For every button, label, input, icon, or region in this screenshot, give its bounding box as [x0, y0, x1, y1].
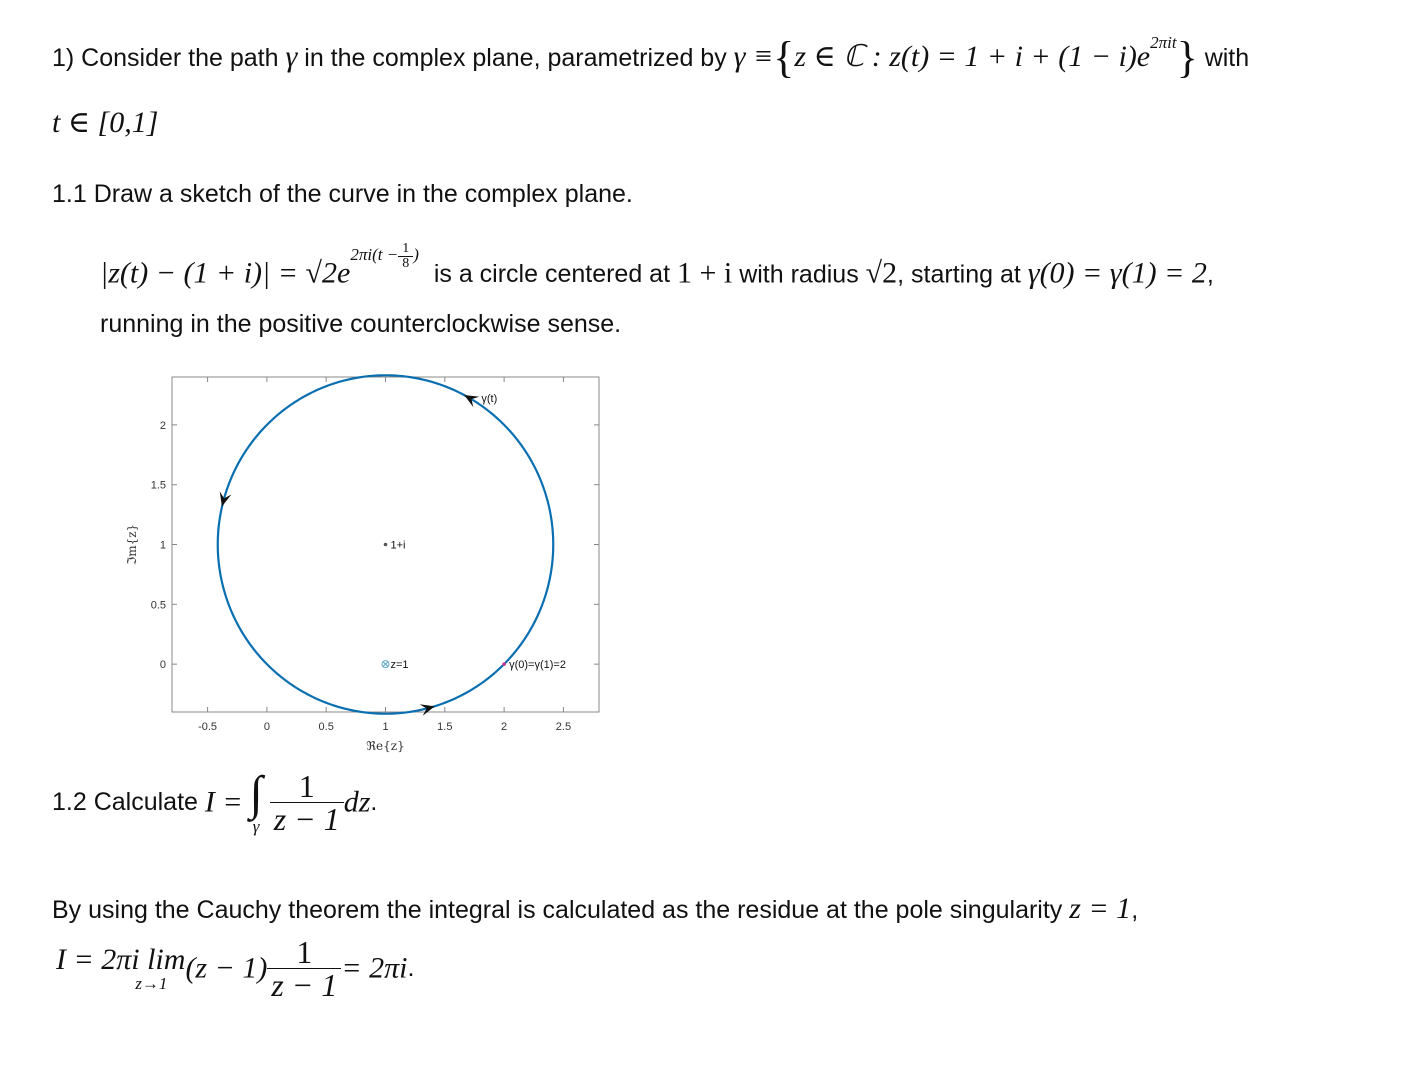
q11-eq-exp: 2πi(t − 1 8 ) [350, 241, 419, 271]
q1-def-lhs: γ ≡ [733, 40, 774, 73]
q1-set-exp: 2πit [1150, 33, 1177, 52]
q11-t3: , starting at [897, 260, 1021, 289]
y-tick-label: 2 [159, 419, 166, 432]
q12-int-sub: γ [252, 817, 260, 836]
point-marker [502, 662, 506, 666]
x-tick-label: 1 [382, 721, 389, 733]
solution-dot: . [407, 954, 415, 982]
x-tick-label: 2.5 [555, 721, 572, 733]
x-tick-label: -0.5 [198, 721, 218, 733]
q12-line [52, 767, 378, 837]
q1-mid: in the complex plane, parametrized by [304, 44, 727, 72]
solution-comma: , [1131, 896, 1139, 924]
circle-plot [120, 368, 620, 760]
q11-t1: is a circle centered at [433, 260, 671, 289]
y-axis-label: ℑm{z} [125, 523, 139, 566]
y-tick-label: 0.5 [150, 599, 166, 612]
q11-heading: 1.1 Draw a sketch of the curve in the complex plane. [52, 180, 633, 208]
q12-dot: . [370, 788, 378, 816]
solution-rhs: = 2πi [341, 951, 408, 985]
solution-lhs: I = 2πi lim [56, 943, 186, 976]
q12-heading: 1.2 Calculate [52, 788, 198, 816]
y-tick-label: 1.5 [150, 479, 166, 492]
x-tick-label: 2 [501, 721, 508, 733]
q12-lhs: I = [204, 785, 243, 819]
q1-gamma: γ [285, 40, 298, 73]
q11-eq-lhs: |z(t) − (1 + i)| = √2e [100, 256, 351, 290]
x-axis-label: ℜe{z} [366, 739, 405, 753]
q12-frac [270, 770, 344, 835]
q11-t2: with radius [739, 260, 859, 289]
q11-eq-exp-pre: 2πi [350, 245, 373, 265]
q1-prefix: 1) Consider the path [52, 44, 279, 72]
q12-int-sign: ∫ [249, 767, 263, 820]
point-label: 1+i [390, 539, 406, 552]
q11-center: 1 + i [676, 256, 733, 290]
q11-eq-exp-frac [398, 242, 413, 271]
point-label: γ(0)=γ(1)=2 [509, 659, 566, 672]
y-tick-label: 0 [159, 659, 166, 672]
q12-integral [249, 767, 263, 836]
q11-line2: running in the positive counterclockwise sense. [100, 310, 622, 338]
q11-t4: , [1206, 260, 1214, 289]
solution-lim-block [56, 945, 185, 992]
q1-set-close: } [1176, 33, 1198, 82]
solution-den: z − 1 [271, 967, 338, 1003]
q11-eq-exp-num: 1 [398, 242, 413, 257]
q12-dz: dz [343, 785, 371, 819]
solution-num: 1 [267, 936, 341, 969]
q11-eq-exp-den: 8 [402, 256, 410, 271]
q11-equation-line [100, 242, 1214, 288]
solution-text: By using the Cauchy theorem the integral is calculated as the residue at the pole singularity [52, 896, 1063, 924]
y-tick-label: 1 [159, 539, 166, 552]
x-tick-label: 0 [263, 721, 270, 733]
q1-set-open: { [773, 33, 795, 82]
solution-mid: (z − 1) [185, 951, 268, 985]
q12-num: 1 [270, 770, 344, 803]
point-label: z=1 [390, 659, 409, 672]
q12-den: z − 1 [273, 801, 340, 837]
q11-eq-exp-t: t − [377, 245, 399, 265]
x-tick-label: 1.5 [437, 721, 453, 733]
point-marker [384, 543, 388, 547]
q1-set-body: z ∈ ℂ : z(t) = 1 + i + (1 − i)e [794, 40, 1151, 73]
solution-lim-sub: z→1 [135, 974, 168, 993]
q1-domain: t ∈ [0,1] [52, 106, 159, 139]
x-tick-label: 0.5 [318, 721, 334, 733]
q11-radius: √2 [865, 256, 898, 290]
q11-start: γ(0) = γ(1) = 2 [1027, 256, 1207, 290]
solution-equation [56, 936, 414, 1001]
solution-pole: z = 1 [1069, 892, 1132, 925]
curve-label: γ(t) [481, 392, 498, 405]
q1-suffix: with [1204, 44, 1250, 72]
q1-line [52, 34, 1249, 80]
solution-frac [267, 936, 341, 1001]
solution-text-line [52, 894, 1138, 924]
